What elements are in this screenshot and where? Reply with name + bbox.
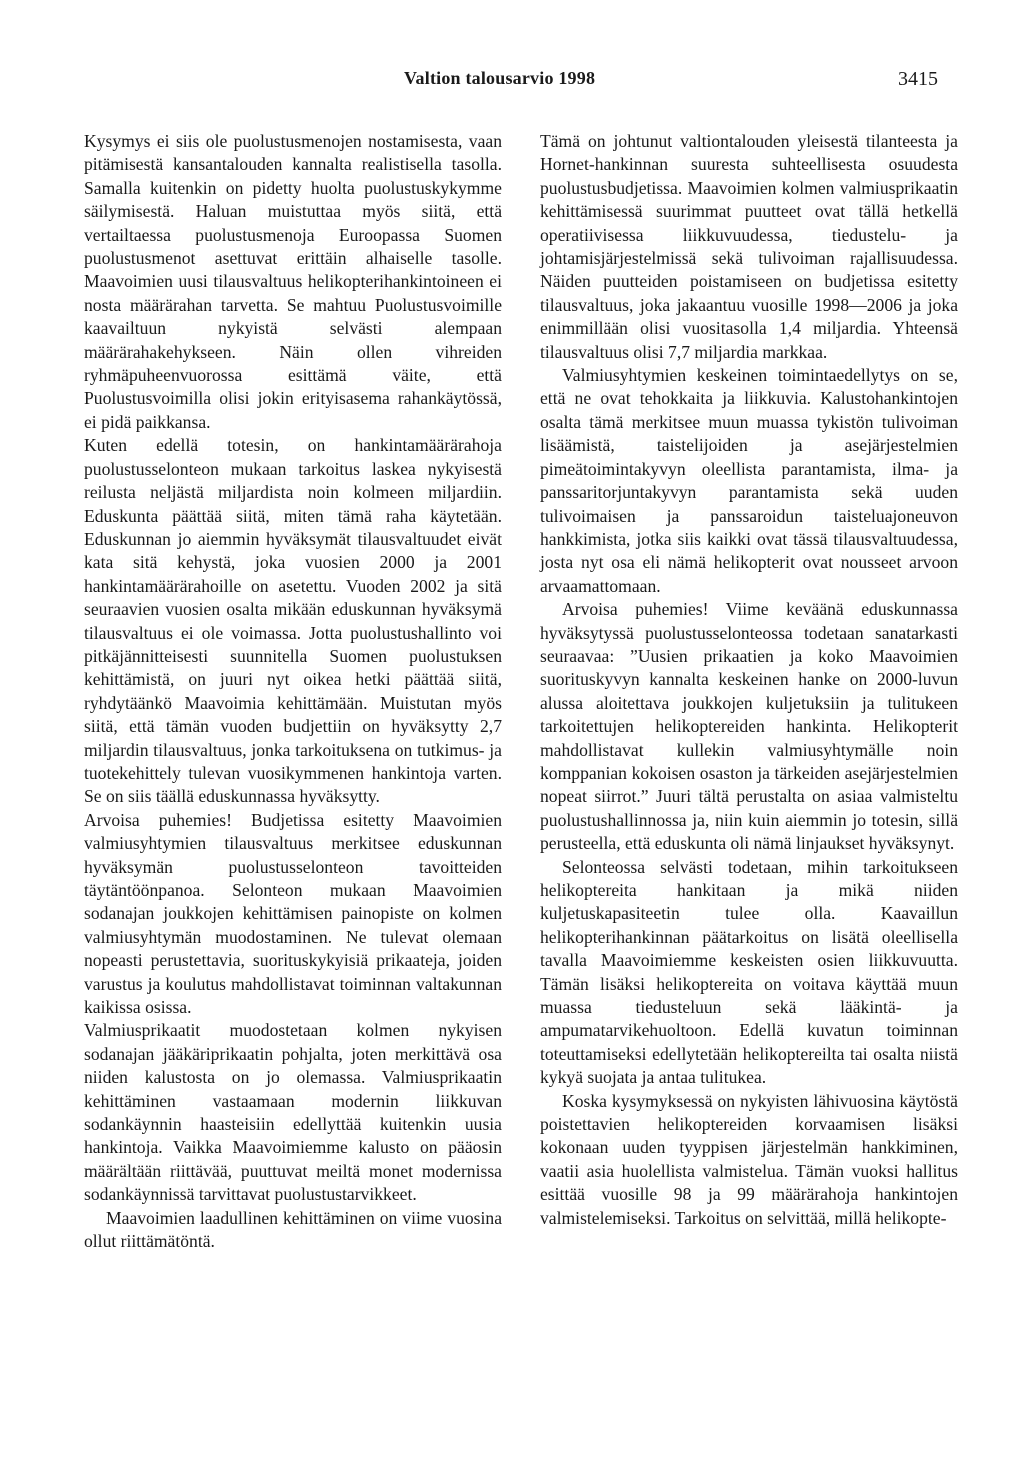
page-number: 3415 bbox=[898, 68, 938, 90]
paragraph: Arvoisa puhemies! Viime keväänä eduskunnassa hyväksytyssä puolustusselonteossa todetaan sanatarkasti seuraavaa: ”Uusien prikaatien ja koko Maavoimien suorituskyvyn kannalta keskeinen hanke on 2000-luvun alussa aloitettava joukkojen kuljetuksiin ja tulitukeen tarkoitettujen helikoptereiden hankinta. Helikopterit mahdollistavat kullekin valmiusyhtymälle noin komppanian kokoisen osaston ja tärkeiden asejärjestelmien nopeat siirrot.” Juuri tältä perustalta on asiaa valmisteltu puolustushallinnossa ja, niin kuin aiemmin jo totesin, sillä perusteella, että eduskunta oli nämä linjaukset hyväksynyt. bbox=[540, 599, 958, 854]
paragraph: Koska kysymyksessä on nykyisten lähivuosina käytöstä poistettavien helikoptereiden korvaamisen lisäksi kokonaan uuden tyyppisen järjestelmän hankkiminen, vaatii asia huolellista valmistelua. Tämän vuoksi hallitus esittää vuosille 98 ja 99 määrärahoja hankintojen valmistelemiseksi. Tarkoitus on selvittää, millä helikopte- bbox=[540, 1090, 958, 1228]
paragraph: Kysymys ei siis ole puolustusmenojen nostamisesta, vaan pitämisestä kansantalouden kannalta realistisella tasolla. Samalla kuitenkin on pidetty huolta puolustuskykymme säilymisestä. Haluan muistuttaa myös siitä, että vertailtaessa puolustusmenoja Euroopassa Suomen puolustusmenot asettuvat erittäin alhaiselle tasolle. Maavoimien uusi tilausvaltuus helikopterihankintoineen ei nosta määrärahan tarvetta. Se mahtuu Puolustusvoimille kaavailtuun nykyistä selvästi alempaan määrärahakehykseen. Näin ollen vihreiden ryhmäpuheenvuorossa esittämä väite, että Puolustusvoimilla olisi jokin erityisasema rahankäytössä, ei pidä paikkansa. bbox=[84, 131, 502, 432]
paragraph: Tämä on johtunut valtiontalouden yleisestä tilanteesta ja Hornet-hankinnan suuresta suhteellisesta osuudesta puolustusbudjetissa. Maavoimien kolmen valmiusprikaatin kehittämisessä suurimmat puutteet ovat tällä hetkellä operatiivisessa liikkuvuudessa, tiedustelu- ja johtamisjärjestelmissä sekä tulivoiman rajallisuudessa. Näiden puutteiden poistamiseen on budjetissa esitetty tilausvaltuus, joka jakaantuu vuosille 1998—2006 ja joka enimmillään olisi vuositasolla 1,4 miljardia. Yhteensä tilausvaltuus olisi 7,7 miljardia markkaa. bbox=[540, 131, 958, 362]
paragraph: Arvoisa puhemies! Budjetissa esitetty Maavoimien valmiusyhtymien tilausvaltuus merkitsee eduskunnan hyväksymän puolustusselonteon tavoitteiden täytäntöönpanoa. Selonteon mukaan Maavoimien sodanajan joukkojen kehittämisen painopiste on kolmen valmiusyhtymän muodostaminen. Ne tulevat olemaan nopeasti perustettavia, suorituskykyisiä prikaateja, joiden varustus ja koulutus mahdollistavat toiminnan valtakunnan kaikissa osissa. bbox=[84, 809, 502, 1018]
right-text-column bbox=[540, 130, 958, 1230]
page-header bbox=[0, 68, 1024, 92]
running-header-title: Valtion talousarvio 1998 bbox=[404, 68, 596, 88]
paragraph: Maavoimien laadullinen kehittäminen on viime vuosina ollut riittämätöntä. bbox=[84, 1207, 502, 1252]
paragraph: Selonteossa selvästi todetaan, mihin tarkoitukseen helikoptereita hankitaan ja mikä niiden kuljetuskapasiteetin tulee olla. Kaavaillun helikopterihankinnan päätarkoitus on lisätä oleellisella tavalla Maavoimiemme keskeisten osien liikkuvuutta. Tämän lisäksi helikoptereita on voitava käyttää muun muassa tiedusteluun sekä lääkintä- ja ampumatarvikehuoltoon. Edellä kuvatun toiminnan toteuttamiseksi edellytetään helikoptereilta tai osalta niistä kykyä suojata ja antaa tulitukea. bbox=[540, 856, 958, 1088]
paragraph: Valmiusprikaatit muodostetaan kolmen nykyisen sodanajan jääkäriprikaatin pohjalta, joten merkittävä osa niiden kalustosta on jo olemassa. Valmiusprikaatin kehittäminen vastaamaan modernin liikkuvan sodankäynnin haasteisiin edellyttää kuitenkin uusia hankintoja. Vaikka Maavoimiemme kalusto on pääosin määrältään riittävää, puuttuvat meiltä monet modernissa sodankäynnissä tarvittavat puolustustarvikkeet. bbox=[84, 1020, 502, 1205]
left-text-column bbox=[84, 130, 502, 1254]
paragraph: Kuten edellä totesin, on hankintamäärärahoja puolustusselonteon mukaan tarkoitus laskea nykyisestä reilusta neljästä miljardista noin kolmeen miljardiin. Eduskunta päättää siitä, miten tämä raha käytetään. Eduskunnan jo aiemmin hyväksymät tilausvaltuudet eivät kata sitä kehystä, joka vuosien 2000 ja 2001 hankintamäärärahoille on asetettu. Vuoden 2002 ja sitä seuraavien vuosien osalta mikään eduskunnan hyväksymä tilausvaltuus ei ole voimassa. Jotta puolustushallinto voi pitkäjännitteisesti suunnitella Suomen puolustuksen kehittämistä, on juuri nyt oikea hetki päättää siitä, ryhdytäänkö Maavoimia kehittämään. Muistutan myös siitä, että tämän vuoden budjettiin on hyväksytty 2,7 miljardin tilausvaltuus, jonka tarkoituksena on tutkimus- ja tuotekehittely tulevan vuosikymmenen hankintoja varten. Se on siis täällä eduskunnassa hyväksytty. bbox=[84, 435, 502, 807]
paragraph: Valmiusyhtymien keskeinen toimintaedellytys on se, että ne ovat tehokkaita ja liikkuvia. Kalustohankintojen osalta tämä merkitsee muun muassa tykistön tulivoiman lisäämistä, taistelijoiden ja asejärjestelmien pimeätoimintakyvyn oleellista parantamista, ilma- ja panssaritorjuntakyvyn parantamista sekä uuden tulivoimaisen ja panssaroidun taisteluajoneuvon hankkimista, jotka siis kaikki ovat tässä tilausvaltuudessa, josta nyt osa eli nämä helikopterit ovat nousseet arvoon arvaamattomaan. bbox=[540, 365, 958, 596]
